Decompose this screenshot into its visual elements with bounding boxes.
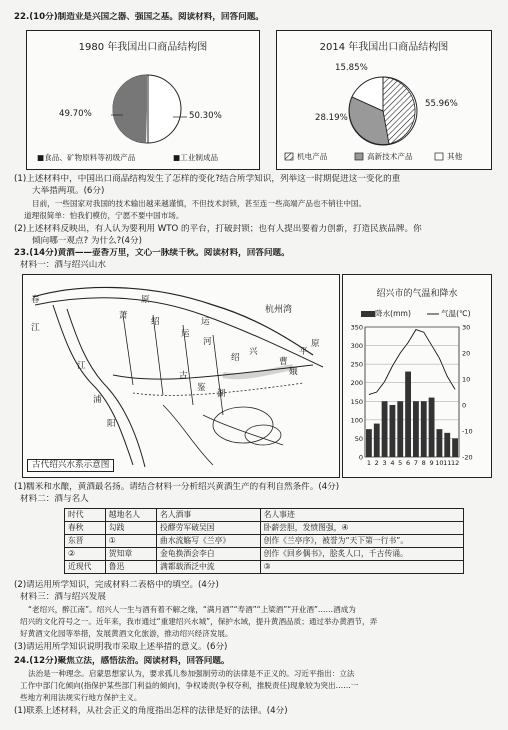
left-tick-label: 350 xyxy=(350,323,363,332)
map-label-jiang-1: 江 xyxy=(31,323,40,333)
celebrity-table xyxy=(64,508,464,574)
map-label-yang: 阳 xyxy=(107,419,116,429)
month-tick-label: 11 xyxy=(443,459,452,467)
map-label-xiao: 萧 xyxy=(119,311,128,321)
table-header-row xyxy=(65,509,464,522)
map-label-shao-2: 绍 xyxy=(231,353,240,363)
precip-bar xyxy=(452,438,458,457)
chart-1980-box xyxy=(26,30,260,170)
table-cell: 创作《兰亭序》，被誉为“天下第一行书”。 xyxy=(260,535,463,548)
right-tick-label: 10 xyxy=(462,375,471,384)
chart-1980-title: 1980 年我国出口商品结构图 xyxy=(78,42,208,53)
chart-1980-label-primary: 49.70% xyxy=(59,109,92,119)
chart-1980-pie xyxy=(27,31,259,169)
climate-chart xyxy=(343,275,491,477)
chart-2014-legend-other: 其他 xyxy=(447,152,463,161)
map-label-cao: 曹 xyxy=(279,357,288,367)
precip-bar xyxy=(437,429,443,457)
month-tick-label: 3 xyxy=(382,459,387,467)
precip-bar xyxy=(421,401,427,457)
q23-question-3: (3)请运用所学知识说明我市采取上述举措的意义。(6分) xyxy=(14,642,228,652)
precip-bar xyxy=(390,405,396,457)
climate-chart-title: 绍兴市的气温和降水 xyxy=(376,289,458,299)
q23-material-2: 材料二：酒与名人 xyxy=(20,494,89,504)
temp-line xyxy=(369,330,455,395)
table-cell: 金龟换酒会李白 xyxy=(157,548,261,561)
table-cell: 鲁迅 xyxy=(105,561,156,574)
table-cell: 贺知章 xyxy=(105,548,156,561)
right-tick-label: 30 xyxy=(462,323,471,332)
map-label-jiang-2: 江 xyxy=(77,361,86,371)
table-cell: 满都载酒泛中流 xyxy=(157,561,261,574)
q22-question-2: (2)上述材料反映出，有人认为要利用 WTO 的平台，打破封锁；也有人提出要着力创新，打造民族品牌。你 xyxy=(14,224,422,234)
map-label-hangzhou-bay: 杭州湾 xyxy=(265,305,293,315)
map-label-xing: 兴 xyxy=(249,347,258,357)
map-label-yun-2: 运 xyxy=(201,317,210,327)
table-header-cell: 名人事迹 xyxy=(260,509,463,522)
map-label-yuan-2: 原 xyxy=(141,295,150,305)
left-tick-label: 50 xyxy=(354,434,363,443)
month-tick-label: 6 xyxy=(406,459,411,467)
chart-2014-pie xyxy=(277,31,491,169)
chart-1980-legend-primary: ■食品、矿物原料等初级产品 xyxy=(37,153,136,162)
map-label-yun: 运 xyxy=(181,329,190,339)
left-tick-label: 100 xyxy=(350,416,363,425)
q24-title: 24.(12分)聚焦立法，感悟法治。阅读材料，回答问题。 xyxy=(14,656,230,666)
table-cell: ③ xyxy=(260,561,463,574)
map-label-chun: 春 xyxy=(31,295,40,305)
chart-2014-legend-electromech: 机电产品 xyxy=(297,152,328,161)
table-cell: 卧薪尝胆，发愤图强，④ xyxy=(260,522,463,535)
table-cell: ② xyxy=(65,548,106,561)
right-tick-label: 0 xyxy=(462,401,467,410)
month-tick-label: 10 xyxy=(435,459,444,467)
q23-question-1: (1)糯米和水酿，黄酒最名扬。请结合材料一分析绍兴黄酒生产的有利自然条件。(4分) xyxy=(14,482,340,492)
q23-material-3-p1: “老绍兴，醉江南”。绍兴人一生与酒有着不解之缘，“满月酒”“寿酒”“上梁酒”“开业酒”……酒成为 xyxy=(28,605,356,614)
legend-precip-label: 降水(mm) xyxy=(375,309,411,318)
table-header-cell: 名人酒事 xyxy=(157,509,261,522)
table-cell: 创作《回乡偶书》，脍炙人口，千古传诵。 xyxy=(260,548,463,561)
month-tick-label: 9 xyxy=(429,459,434,467)
month-tick-label: 7 xyxy=(413,459,418,467)
map-caption: 古代绍兴水系示意图 xyxy=(27,459,114,472)
chart-2014-legend-hitech: 高新技术产品 xyxy=(367,152,413,161)
chart-2014-box xyxy=(276,30,492,170)
month-tick-label: 5 xyxy=(398,459,403,467)
right-tick-label: -10 xyxy=(462,427,473,436)
chart-2014-label-other: 15.85% xyxy=(335,63,368,73)
table-cell: 近现代 xyxy=(65,561,106,574)
table-cell: 春秋 xyxy=(65,522,106,535)
precip-bar xyxy=(374,424,380,457)
month-tick-label: 8 xyxy=(421,459,426,467)
q24-question-1: (1)联系上述材料，从社会正义的角度指出怎样的法律是好的法律。(4分) xyxy=(14,706,288,716)
table-cell: 曲水流觞写《兰亭》 xyxy=(157,535,261,548)
left-tick-label: 300 xyxy=(350,342,363,351)
month-tick-label: 2 xyxy=(374,459,379,467)
table-row xyxy=(65,561,464,574)
table-cell: 东晋 xyxy=(65,535,106,548)
precip-bar xyxy=(429,398,435,457)
map-label-hu: 湖 xyxy=(217,389,226,399)
map-label-he: 河 xyxy=(203,337,212,347)
map-label-e: 娥 xyxy=(289,367,298,377)
precip-bar xyxy=(366,429,372,457)
table-header-cell: 时代 xyxy=(65,509,106,522)
map-label-yuan: 原 xyxy=(311,339,320,349)
q23-title: 23.(14分)黄酒——壶香万里，文心一脉续千秋。阅读材料，回答问题。 xyxy=(14,248,290,258)
left-tick-label: 200 xyxy=(350,379,363,388)
q24-paragraph-2: 工作中部门化倾向(指保护某些部门利益的倾向)，争权诿责(争权夺利，推脱责任)现象较为突出……一 xyxy=(20,681,359,690)
table-row xyxy=(65,535,464,548)
legend-temp-label: 气温(℃) xyxy=(441,309,471,318)
chart-1980-label-manufactured: 50.30% xyxy=(189,111,222,121)
right-tick-label: -20 xyxy=(462,453,473,462)
chart-2014-title: 2014 年我国出口商品结构图 xyxy=(319,42,449,53)
precip-bar xyxy=(413,401,419,457)
q22-paragraph-1: 目前，一些国家对我国的技术输出越来越谨慎，不但技术封锁，甚至连一些高端产品也不销往中国。 xyxy=(32,199,367,208)
q22-paragraph-1b: 道理很简单：怕我们模仿，宁愿不要中国市场。 xyxy=(24,211,184,220)
precip-bar xyxy=(382,401,388,457)
month-tick-label: 4 xyxy=(390,459,395,467)
map-box xyxy=(22,274,340,478)
q23-material-3-p2: 绍兴的文化符号之一。近年来，我市通过“重建绍兴水城”，保护水域，提升黄酒品质；通过举办黄酒节，弄 xyxy=(20,617,378,626)
right-tick-label: 20 xyxy=(462,349,471,358)
left-tick-label: 150 xyxy=(350,397,363,406)
precip-bar xyxy=(397,401,403,457)
q23-question-2: (2)请运用所学知识，完成材料二表格中的填空。(4分) xyxy=(14,580,219,590)
precip-bar xyxy=(444,433,450,457)
precip-bar xyxy=(405,372,411,457)
left-tick-label: 250 xyxy=(350,360,363,369)
map-label-gu: 古 xyxy=(179,371,188,381)
chart-2014-label-hitech: 28.19% xyxy=(315,113,348,123)
q22-title: 22.(10分)制造业是兴国之器、强国之基。阅读材料，回答问题。 xyxy=(14,12,264,22)
q22-question-1b: 大举措两项。(6分) xyxy=(32,186,105,196)
table-row xyxy=(65,548,464,561)
table-cell: 勾践 xyxy=(105,522,156,535)
table-cell: ① xyxy=(105,535,156,548)
table-header-cell: 越地名人 xyxy=(105,509,156,522)
q23-material-3-p3: 好黄酒文化园等举措，发展黄酒文化旅游，推动绍兴经济发展。 xyxy=(20,629,233,638)
q23-material-1: 材料一：酒与绍兴山水 xyxy=(20,260,106,270)
chart-1980-legend-manufactured: ■工业制成品 xyxy=(173,153,219,162)
q24-paragraph-1: 法治是一种理念。启蒙思想家认为，要求孤儿参加强制劳动的法律是不正义的。习近平指出：立法 xyxy=(28,669,355,678)
chart-2014-label-electromech: 55.96% xyxy=(425,99,458,109)
month-tick-label: 1 xyxy=(366,459,371,467)
legend-precip-swatch xyxy=(361,311,375,317)
map-label-jian: 鉴 xyxy=(197,383,206,393)
q22-question-1: (1)上述材料中，中国出口商品结构发生了怎样的变化?结合所学知识，列举这一时期促进这一变化的重 xyxy=(14,174,401,184)
month-tick-label: 12 xyxy=(450,459,460,467)
q23-material-3: 材料三：酒与绍兴发展 xyxy=(20,592,106,602)
left-tick-label: 0 xyxy=(358,453,363,462)
q22-question-2b: 倾向哪一观点? 为什么?(4分) xyxy=(32,236,142,246)
map-label-ping: 平 xyxy=(299,347,308,357)
table-row xyxy=(65,522,464,535)
table-cell: 投醪劳军破吴国 xyxy=(157,522,261,535)
climate-chart-box xyxy=(342,274,492,478)
map-label-shao: 绍 xyxy=(151,317,160,327)
map-label-pu: 浦 xyxy=(93,395,102,405)
q24-paragraph-3: 些地方利用法规实行地方保护主义。 xyxy=(20,693,142,702)
